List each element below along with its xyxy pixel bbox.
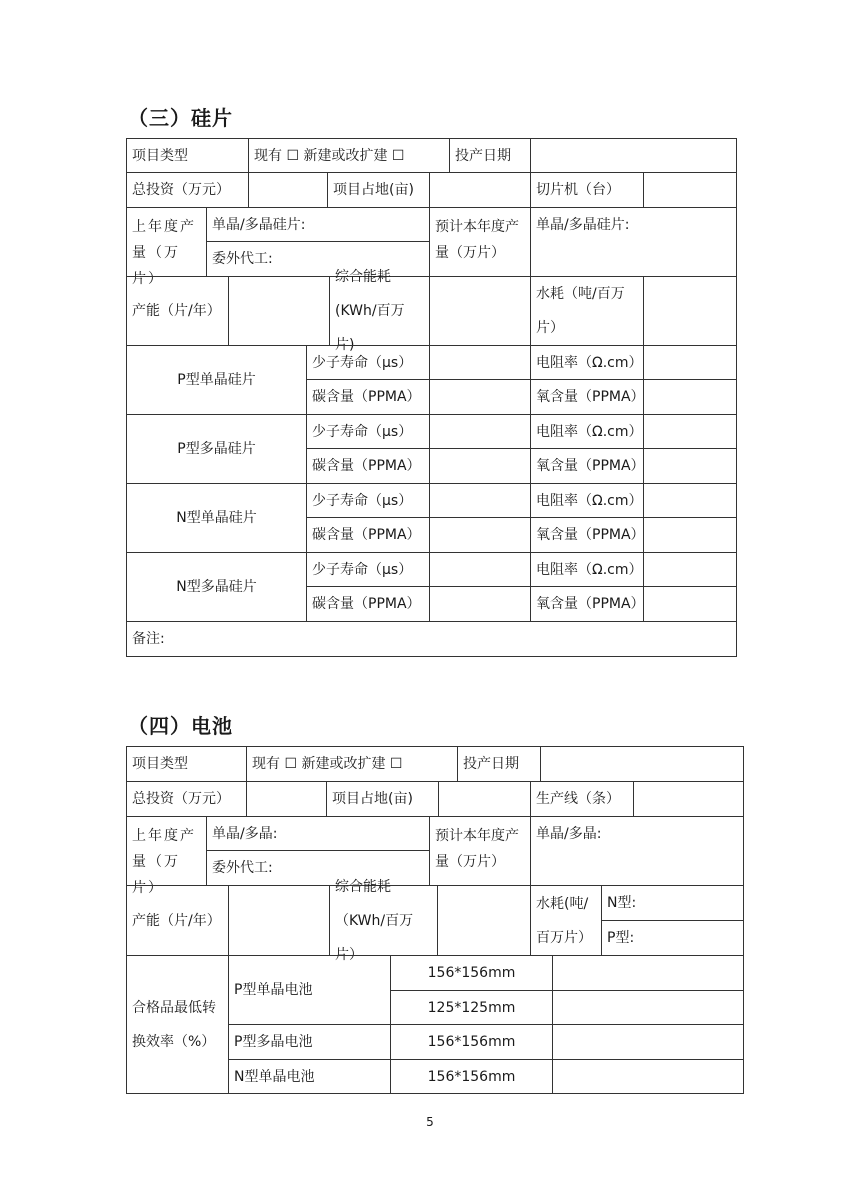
p-mono-cell-label: P型单晶电池 <box>228 955 391 1025</box>
resistivity-field[interactable] <box>643 483 737 518</box>
oxygen-label: 氧含量（PPMA） <box>530 448 644 484</box>
wafer-group-name: P型多晶硅片 <box>126 414 307 484</box>
carbon-label: 碳含量（PPMA） <box>306 448 430 484</box>
energy-label: 综合能耗（KWh/百万片） <box>329 885 438 956</box>
resistivity-label: 电阻率（Ω.cm） <box>530 552 644 587</box>
oxygen-field[interactable] <box>643 517 737 553</box>
last-year-outsourced[interactable]: 委外代工: <box>206 241 430 277</box>
resistivity-field[interactable] <box>643 345 737 380</box>
resistivity-field[interactable] <box>643 414 737 449</box>
forecast-mono-multi[interactable]: 单晶/多晶: <box>530 816 744 886</box>
p-mono-size-156: 156*156mm <box>390 955 553 991</box>
n-mono-size-156: 156*156mm <box>390 1059 553 1094</box>
oxygen-label: 氧含量（PPMA） <box>530 586 644 622</box>
carbon-field[interactable] <box>429 379 531 415</box>
last-year-mono-multi[interactable]: 单晶/多晶硅片: <box>206 207 430 242</box>
lifetime-field[interactable] <box>429 552 531 587</box>
p-multi-cell-label: P型多晶电池 <box>228 1024 391 1060</box>
project-type-options[interactable]: 现有 ☐ 新建或改扩建 ☐ <box>248 138 450 173</box>
oxygen-label: 氧含量（PPMA） <box>530 517 644 553</box>
lifetime-label: 少子寿命（μs） <box>306 345 430 380</box>
forecast-mono-multi[interactable]: 单晶/多晶硅片: <box>530 207 737 277</box>
forecast-output-label: 预计本年度产量（万片） <box>429 816 531 886</box>
lifetime-label: 少子寿命（μs） <box>306 414 430 449</box>
oxygen-field[interactable] <box>643 448 737 484</box>
resistivity-label: 电阻率（Ω.cm） <box>530 414 644 449</box>
energy-field[interactable] <box>429 276 531 346</box>
p-mono-156-field[interactable] <box>552 955 744 991</box>
efficiency-label: 合格品最低转换效率（%） <box>126 955 229 1094</box>
lifetime-field[interactable] <box>429 414 531 449</box>
wafer-group-name: P型单晶硅片 <box>126 345 307 415</box>
water-label: 水耗(吨/百万片） <box>530 885 602 956</box>
section-title-cell: （四）电池 <box>128 714 233 738</box>
capacity-label: 产能（片/年） <box>126 885 229 956</box>
remarks-field[interactable]: 备注: <box>126 621 737 657</box>
land-area-label: 项目占地(亩) <box>327 172 430 208</box>
launch-date-label: 投产日期 <box>449 138 531 173</box>
water-p-type-field[interactable]: P型: <box>601 920 744 956</box>
last-year-output-label: 上年度产量（万片） <box>126 816 207 886</box>
n-mono-cell-label: N型单晶电池 <box>228 1059 391 1094</box>
oxygen-field[interactable] <box>643 586 737 622</box>
project-type-label: 项目类型 <box>126 746 247 782</box>
launch-date-label: 投产日期 <box>457 746 541 782</box>
production-lines-field[interactable] <box>633 781 744 817</box>
land-area-label: 项目占地(亩) <box>326 781 439 817</box>
lifetime-field[interactable] <box>429 483 531 518</box>
energy-label: 综合能耗(KWh/百万片) <box>329 276 430 346</box>
land-area-field[interactable] <box>438 781 531 817</box>
p-multi-156-field[interactable] <box>552 1024 744 1060</box>
carbon-label: 碳含量（PPMA） <box>306 517 430 553</box>
wafer-group-name: N型多晶硅片 <box>126 552 307 622</box>
capacity-field[interactable] <box>228 885 330 956</box>
lifetime-label: 少子寿命（μs） <box>306 483 430 518</box>
wafer-group-name: N型单晶硅片 <box>126 483 307 553</box>
resistivity-label: 电阻率（Ω.cm） <box>530 345 644 380</box>
n-mono-156-field[interactable] <box>552 1059 744 1094</box>
land-area-field[interactable] <box>429 172 531 208</box>
capacity-field[interactable] <box>228 276 330 346</box>
carbon-field[interactable] <box>429 517 531 553</box>
launch-date-field[interactable] <box>540 746 744 782</box>
oxygen-label: 氧含量（PPMA） <box>530 379 644 415</box>
forecast-output-label: 预计本年度产量（万片） <box>429 207 531 277</box>
page-number: 5 <box>426 1115 434 1129</box>
slicers-label: 切片机（台） <box>530 172 644 208</box>
water-n-type-field[interactable]: N型: <box>601 885 744 921</box>
capacity-label: 产能（片/年） <box>126 276 229 346</box>
production-lines-label: 生产线（条） <box>530 781 634 817</box>
lifetime-label: 少子寿命（μs） <box>306 552 430 587</box>
resistivity-label: 电阻率（Ω.cm） <box>530 483 644 518</box>
project-type-label: 项目类型 <box>126 138 249 173</box>
last-year-output-label: 上年度产量（万片） <box>126 207 207 277</box>
last-year-mono-multi[interactable]: 单晶/多晶: <box>206 816 430 851</box>
water-label: 水耗（吨/百万片） <box>530 276 644 346</box>
carbon-field[interactable] <box>429 448 531 484</box>
slicers-field[interactable] <box>643 172 737 208</box>
water-field[interactable] <box>643 276 737 346</box>
carbon-field[interactable] <box>429 586 531 622</box>
carbon-label: 碳含量（PPMA） <box>306 586 430 622</box>
energy-field[interactable] <box>437 885 531 956</box>
lifetime-field[interactable] <box>429 345 531 380</box>
total-investment-field[interactable] <box>248 172 328 208</box>
launch-date-field[interactable] <box>530 138 737 173</box>
total-investment-label: 总投资（万元） <box>126 781 247 817</box>
resistivity-field[interactable] <box>643 552 737 587</box>
total-investment-label: 总投资（万元） <box>126 172 249 208</box>
p-mono-size-125: 125*125mm <box>390 990 553 1025</box>
total-investment-field[interactable] <box>246 781 327 817</box>
carbon-label: 碳含量（PPMA） <box>306 379 430 415</box>
oxygen-field[interactable] <box>643 379 737 415</box>
section-title-silicon: （三）硅片 <box>128 106 233 130</box>
p-multi-size-156: 156*156mm <box>390 1024 553 1060</box>
project-type-options[interactable]: 现有 ☐ 新建或改扩建 ☐ <box>246 746 458 782</box>
p-mono-125-field[interactable] <box>552 990 744 1025</box>
last-year-outsourced[interactable]: 委外代工: <box>206 850 430 886</box>
